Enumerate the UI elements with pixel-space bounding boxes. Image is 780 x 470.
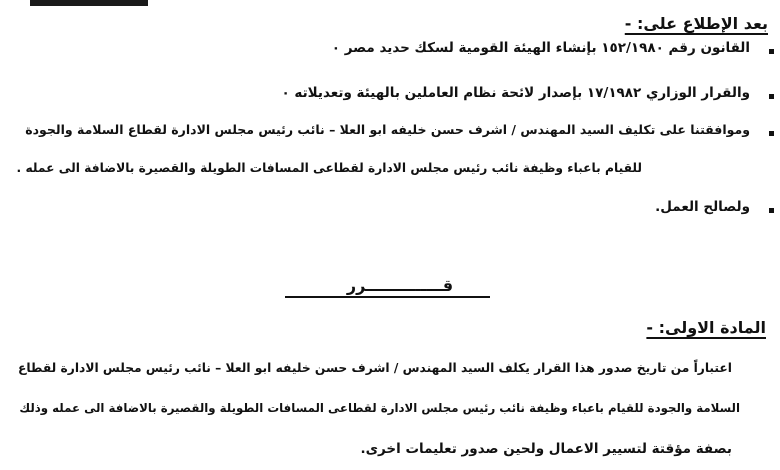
- top-edge-strip: [30, 0, 148, 6]
- decree-underline: [285, 296, 490, 298]
- bullet-marker: [769, 49, 774, 54]
- bullet-item-approval-continuation: للقيام باعباء وظيفة نائب رئيس مجلس الادارة لقطاعى المسافات الطويلة والقصيرة بالاضافة الى عمله .: [16, 161, 642, 175]
- article-line-3: بصفة مؤقتة لتسيير الاعمال ولحين صدور تعليمات اخرى.: [360, 441, 732, 457]
- bullet-item-law: القانون رقم ١٥٢/١٩٨٠ بإنشاء الهيئة القومية لسكك حديد مصر ٠: [331, 40, 750, 56]
- article-line-2: السلامة والجودة للقيام باعباء وظيفة نائب رئيس مجلس الادارة لقطاعى المسافات الطويلة والقصيرة بالاضافة الى عمله وذلك: [19, 401, 740, 415]
- bullet-marker: [769, 208, 774, 213]
- article-heading: المادة الاولى: -: [646, 318, 766, 337]
- article-line-1: اعتباراً من تاريخ صدور هذا القرار يكلف السيد المهندس / اشرف حسن خليفه ابو العلا – نائب رئيس مجلس الادارة لقطاع: [17, 361, 732, 375]
- bullet-item-work-interest: ولصالح العمل.: [655, 199, 750, 215]
- intro-heading: بعد الإطلاع على: -: [624, 14, 768, 33]
- bullet-item-approval: وموافقتنا على تكليف السيد المهندس / اشرف حسن خليفه ابو العلا – نائب رئيس مجلس الادارة لقطاع السلامة والجودة: [25, 122, 750, 137]
- bullet-marker: [769, 131, 774, 136]
- decree-title: قــــــــــــــرر: [346, 276, 454, 295]
- bullet-item-ministerial-decree: والقرار الوزاري ١٧/١٩٨٢ بإصدار لائحة نظام العاملين بالهيئة وتعديلاته ٠: [281, 85, 750, 101]
- bullet-marker: [769, 94, 774, 99]
